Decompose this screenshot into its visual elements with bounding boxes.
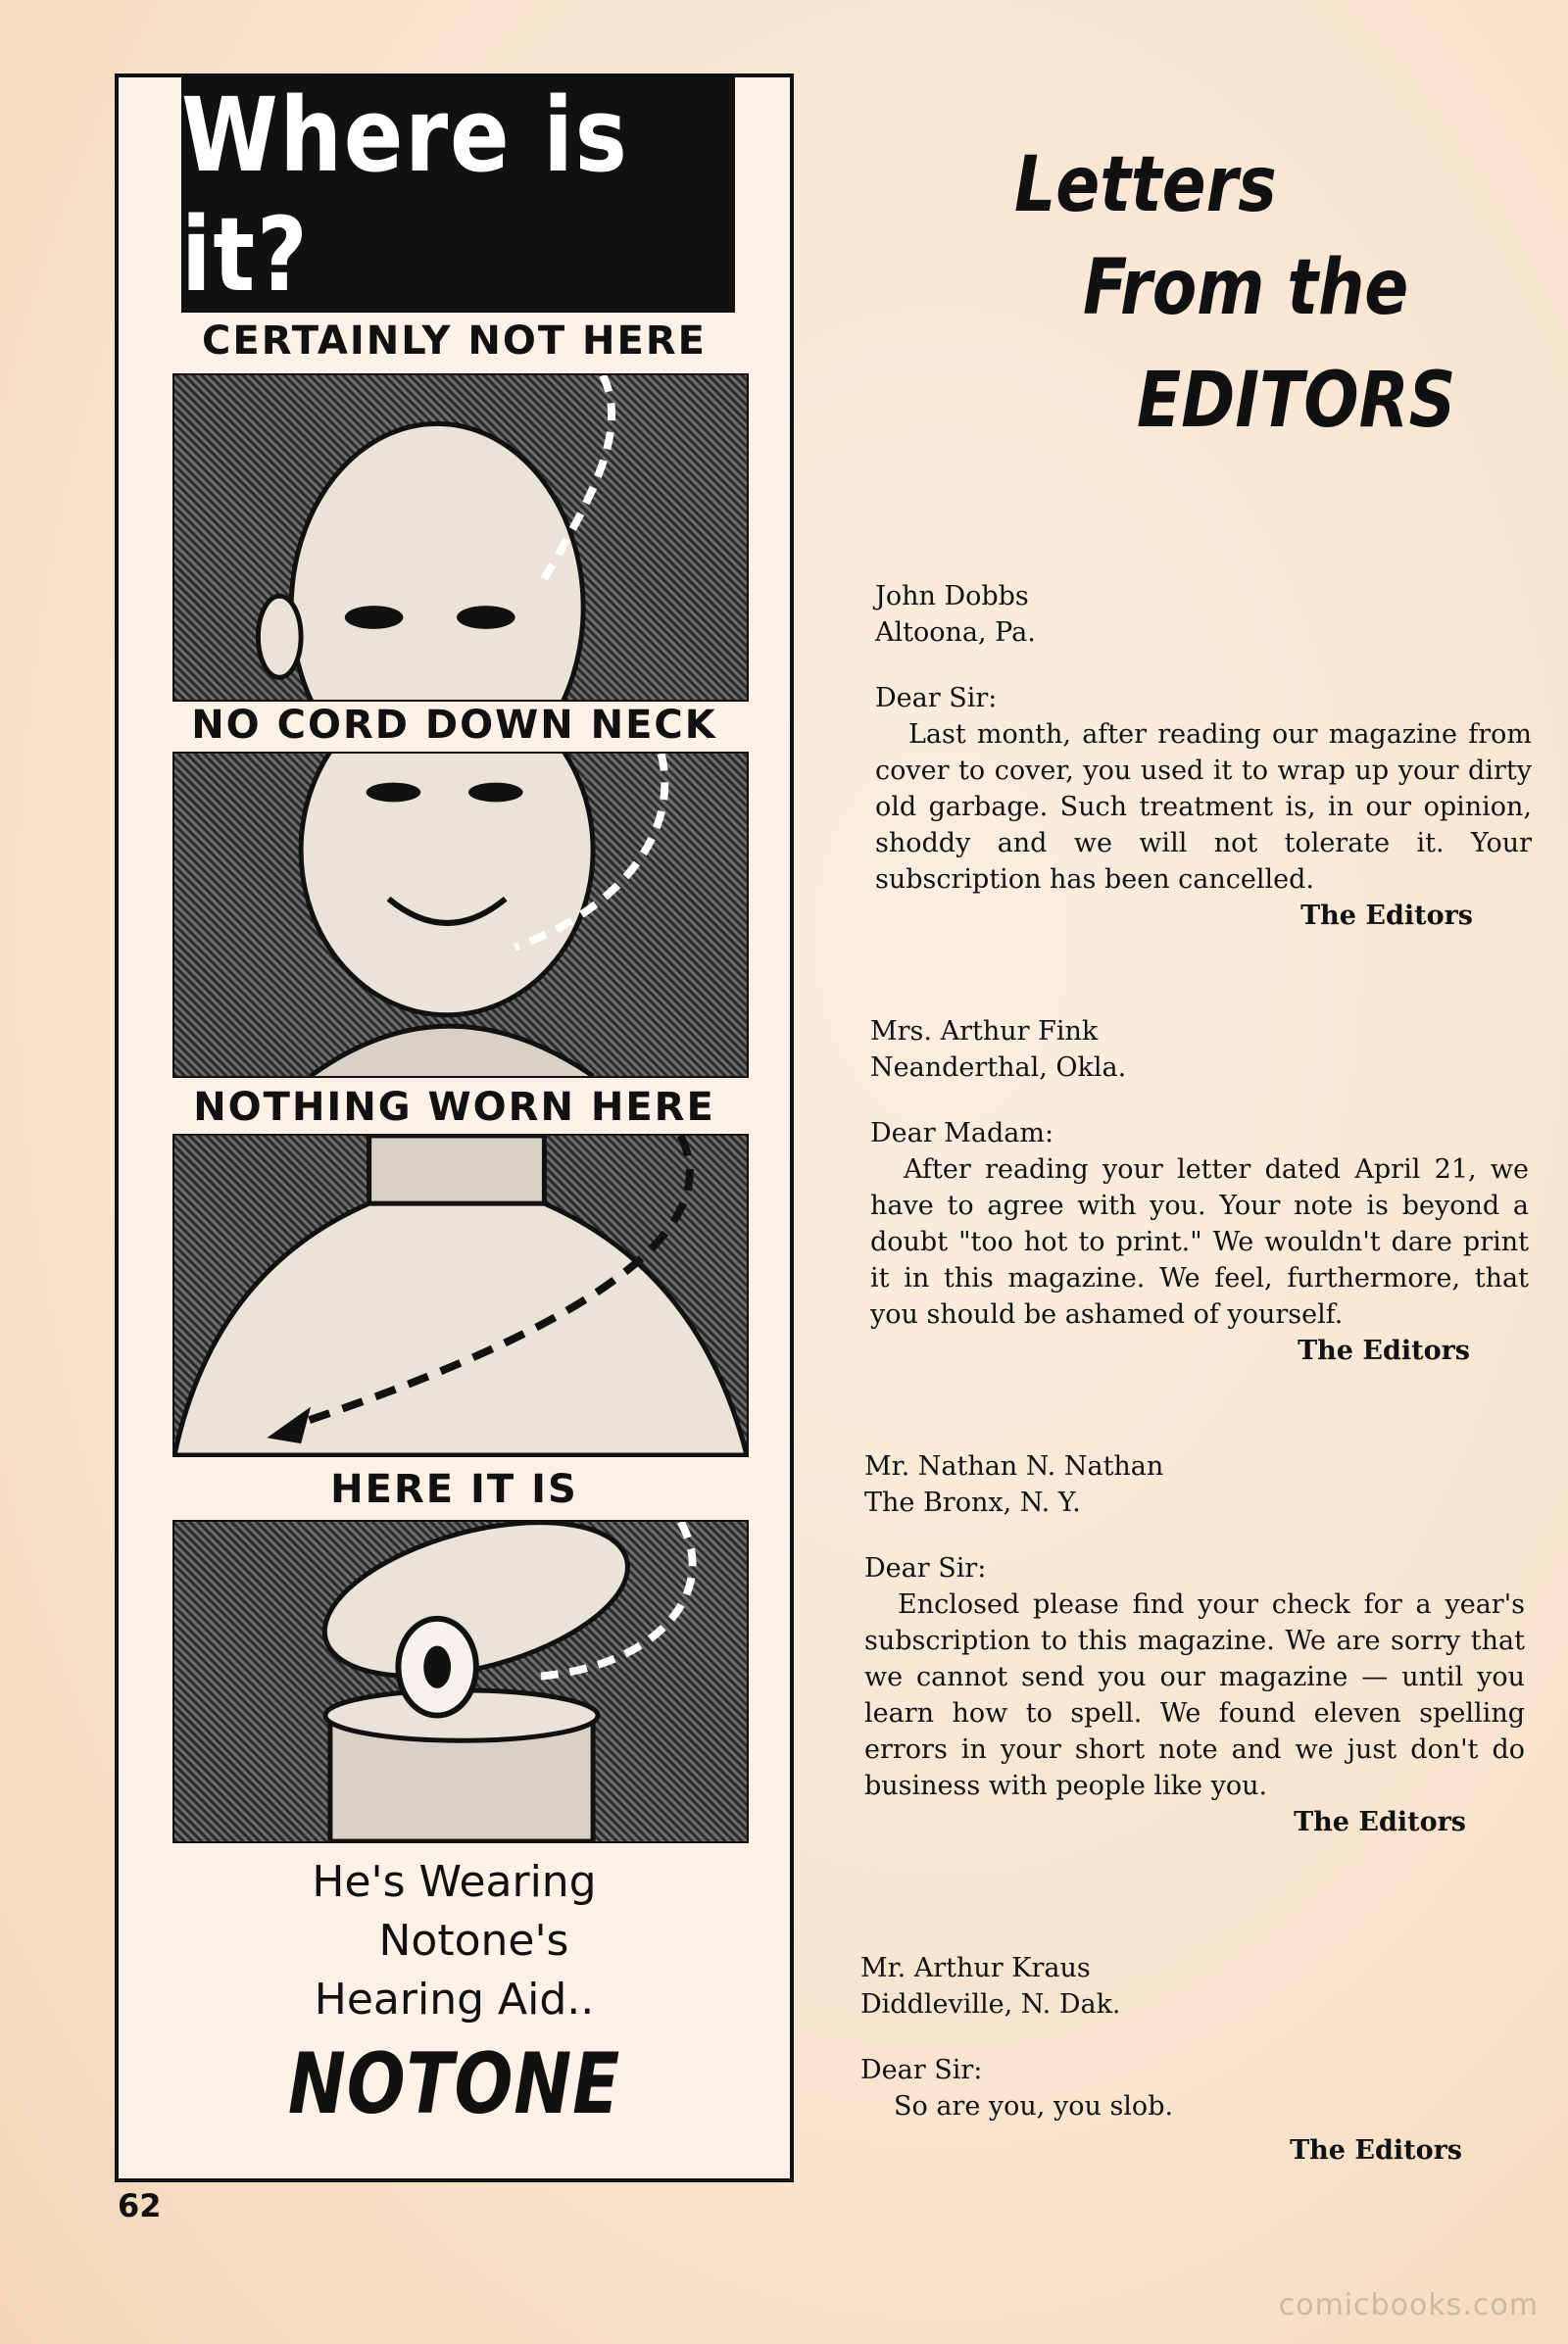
letter-signature: The Editors xyxy=(1290,2135,1462,2166)
letter-salutation: Dear Sir: xyxy=(864,1553,987,1584)
letter-salutation: Dear Sir: xyxy=(860,2055,983,2085)
letter-signature: The Editors xyxy=(1298,1336,1470,1366)
title-line-3: EDITORS xyxy=(1137,357,1456,445)
panel-garbage-can-illustration xyxy=(172,1520,749,1843)
panel2-caption: NO CORD DOWN NECK xyxy=(191,703,717,748)
letter-3 xyxy=(864,1448,1525,1840)
letter-recipient-place: Diddleville, N. Dak. xyxy=(860,1989,1121,2020)
panel-smiling-face-illustration xyxy=(172,752,749,1078)
letter-4 xyxy=(860,1950,1521,2169)
title-line-2: From the xyxy=(1083,244,1409,332)
letter-recipient-place: Neanderthal, Okla. xyxy=(870,1052,1127,1083)
letter-recipient-name: Mrs. Arthur Fink xyxy=(870,1016,1099,1047)
panel-bald-head-illustration xyxy=(172,373,749,702)
letter-recipient-name: Mr. Nathan N. Nathan xyxy=(864,1451,1164,1482)
letter-recipient-place: The Bronx, N. Y. xyxy=(864,1488,1081,1518)
tagline-line-2: Notone's xyxy=(378,1916,569,1966)
letter-2 xyxy=(870,1013,1529,1369)
notone-advertisement xyxy=(115,73,794,2182)
letter-signature: The Editors xyxy=(1300,901,1473,931)
title-line-1: Letters xyxy=(1014,141,1277,229)
letter-recipient-name: Mr. Arthur Kraus xyxy=(860,1953,1091,1983)
ad-headline: Where is it? xyxy=(181,77,735,313)
panel3-caption: NOTHING WORN HERE xyxy=(193,1085,715,1130)
letter-salutation: Dear Madam: xyxy=(870,1118,1054,1148)
letter-body: After reading your letter dated April 21, we have to agree with you. Your note is beyond a doubt "too hot to print." We wouldn't dare print it in this magazine. We feel, furthermore, that you should be ashamed of yourself. xyxy=(870,1154,1529,1330)
letter-salutation: Dear Sir: xyxy=(875,683,998,713)
letter-body: Enclosed please find your check for a year's subscription to this magazine. We are sorry that we cannot send you our magazine — until you learn how to spell. We found eleven spelling errors in your short note and we just don't do business with people like you. xyxy=(864,1589,1525,1801)
ad-tagline xyxy=(119,1853,790,2029)
letter-signature: The Editors xyxy=(1294,1807,1466,1837)
letter-body: Last month, after reading our magazine from cover to cover, you used it to wrap up your dirty old garbage. Such treatment is, in our opinion, shoddy and we will not tolerate it. Your subscription has been cancelled. xyxy=(875,719,1532,895)
letter-recipient-place: Altoona, Pa. xyxy=(875,617,1036,648)
letter-1 xyxy=(875,578,1532,934)
letter-recipient-name: John Dobbs xyxy=(875,581,1029,611)
letter-body: So are you, you slob. xyxy=(894,2091,1174,2122)
tagline-line-1: He's Wearing xyxy=(312,1857,597,1907)
tagline-line-3: Hearing Aid.. xyxy=(314,1975,595,2025)
panel1-caption: CERTAINLY NOT HERE xyxy=(202,318,707,364)
panel-torso-illustration xyxy=(172,1134,749,1457)
page-number: 62 xyxy=(118,2187,162,2224)
panel4-caption: HERE IT IS xyxy=(330,1467,578,1512)
brand-name: NOTONE xyxy=(287,2035,621,2133)
site-watermark: comicbooks.com xyxy=(1278,2288,1539,2322)
